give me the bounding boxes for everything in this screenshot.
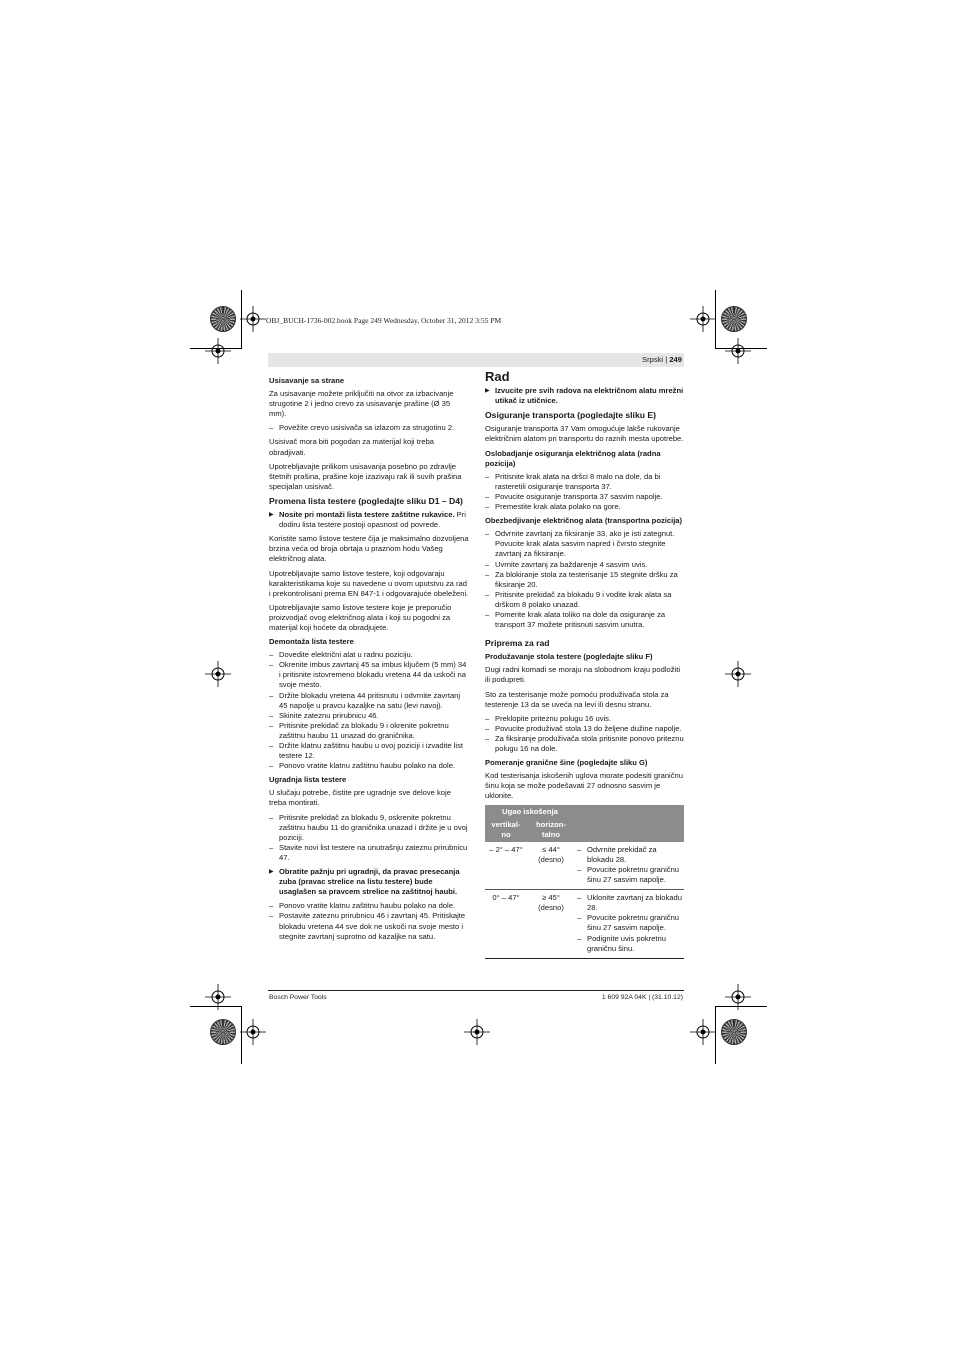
bevel-angle-table — [485, 805, 684, 958]
list-item: – Stavite novi list testere na unutrašnju zateznu prirubnicu 47. — [269, 843, 469, 863]
list-item: – Preklopite priteznu polugu 16 uvis. — [485, 714, 684, 724]
registration-mark-icon — [725, 984, 751, 1010]
change-blade-warning: ▶ Nosite pri montaži lista testere zaštitne rukavice. Pri dodiru lista testere postoji opasnost od povrede. — [269, 510, 466, 530]
mount-paragraph-1: U slučaju potrebe, čistite pre ugradnje sve delove koje treba montirati. — [269, 788, 451, 808]
transport-title: Osiguranje transporta (pogledajte sliku E) — [485, 410, 656, 421]
list-item: – Odvrnite zavrtanj za fiksiranje 33, ako je isti zategnut. Povucite krak alata sasvim napred i čvrsto stegnite zavrtanj za fiksiranje. — [485, 529, 684, 559]
release-title: Oslobadjanje osiguranja električnog alata (radna pozicija) — [485, 448, 661, 468]
footer-right: 1 609 92A 04K | (31.10.12) — [601, 994, 683, 1001]
registration-mark-icon — [690, 306, 716, 332]
registration-mark-icon — [205, 338, 231, 364]
list-item: – Pritisnite krak alata na dršci 8 malo na dole, da bi rasteretili osiguranje transporta 37. — [485, 472, 684, 492]
dismount-list — [269, 650, 469, 771]
registration-mark-icon — [725, 661, 751, 687]
triangle-right-icon: ▶ — [485, 388, 490, 395]
extend-paragraph-1: Dugi radni komadi se moraju na slobodnom kraju podložiti ili poduprеti. — [485, 665, 681, 685]
footer-rule — [268, 990, 684, 991]
registration-mark-icon — [240, 1019, 266, 1045]
list-item: – Pritisnite prekidač za blokadu 9 i vodite krak alata sa drškom 8 polako unazad. — [485, 590, 684, 610]
table-cell-actions — [575, 842, 684, 890]
list-item: – Okrenite imbus zavrtanj 45 sa imbus ključem (5 mm) 34 i pritisnite istovremeno blokadu vretena 44 da uskoči na svoje mesto. — [269, 660, 469, 690]
transport-paragraph: Osiguranje transporta 37 Vam omogućuje lakše rukovanje električnim alatom pri transportu do raznih mesta upotrebe. — [485, 424, 684, 444]
registration-mark-icon — [725, 338, 751, 364]
triangle-right-icon: ▶ — [269, 512, 274, 519]
table-cell-vertical: – 2° – 47° — [485, 842, 527, 890]
rad-warning: ▶ Izvucite pre svih radova na električnom alatu mrežni utikač iz utičnice. — [485, 386, 684, 406]
list-item: – Ponovo vratite klatnu zaštitnu haubu polako na dole. — [269, 901, 469, 911]
page-number: 249 — [669, 355, 682, 364]
list-item: – Povežite crevo usisivača sa izlazom za strugotinu 2. — [269, 423, 469, 433]
secure-list — [485, 529, 684, 630]
mount-list-a — [269, 813, 469, 863]
rail-title: Pomeranje granične šine (pogledajte sliku G) — [485, 758, 648, 768]
table-head-horizontal: horizon-talno — [527, 818, 575, 842]
rail-paragraph: Kod testerisanja iskošenih uglova morate podesiti graničnu šinu koja se može podešavati 27 odnosno sasvim je uklonite. — [485, 771, 683, 801]
registration-mark-icon — [205, 661, 231, 687]
release-list — [485, 472, 684, 512]
footer-left: Bosch Power Tools — [269, 994, 327, 1001]
mount-title: Ugradnja lista testere — [269, 775, 347, 785]
suction-paragraph-3: Upotrebljavajte prilikom usisavanja posebno po zdravlje štetnih prašina, prašine koje izazivaju rak ili suvih prašina specijalan usisivač. — [269, 461, 462, 491]
extend-list — [485, 714, 684, 754]
color-target-icon — [721, 1019, 747, 1045]
registration-mark-icon — [690, 1019, 716, 1045]
list-item: – Pritisnite prekidač za blokadu 9, oskrenite pokretnu zaštitnu haubu 11 do graničnika unazad i držite je u ovoj poziciji. — [269, 813, 469, 843]
list-item: – Povucite produživač stola 13 do željene dužine napolje. — [485, 724, 684, 734]
preparation-title: Priprema za rad — [485, 638, 550, 649]
list-item: – Skinite zateznu prirubnicu 46. — [269, 711, 469, 721]
change-paragraph-3: Upotrebljavajte samo listove testere koje je preporučio proizvodjač ovog električnog alata i koji su pogodni za materijal koji hoćete da obradjujete. — [269, 602, 452, 632]
list-item: – Za fiksiranje produživača stola pritisnite ponovo priteznu polugu 16 na dole. — [485, 734, 684, 754]
registration-mark-icon — [240, 306, 266, 332]
list-item: – Povucite pokretnu graničnu šinu 27 sasvim napolje. — [577, 913, 682, 933]
list-item: – Držite blokadu vretena 44 pritisnutu i odvrnite zavrtanj 45 napolje u pravcu kazaljke na satu (levi navoj). — [269, 691, 469, 711]
right-column — [485, 369, 684, 959]
suction-title: Usisavanje sa strane — [269, 376, 345, 385]
list-item: – Postavite zateznu prirubnicu 46 i zavrtanj 45. Pritiskajte blokadu vretena 44 sve dok ne uskoči na svoje mesto i stegnite zavrtanj suprotno od kazaljke na satu. — [269, 911, 469, 941]
change-paragraph-1: Koristite samo listove testere čija je maksimalno dozvoljena brzina veća od broja obrtaja u praznom hodu Vašeg električnog alata. — [269, 534, 469, 564]
registration-mark-icon — [464, 1019, 490, 1045]
list-item: – Premestite krak alata polako na gore. — [485, 502, 684, 512]
table-row — [485, 842, 684, 890]
file-info-line: OBJ_BUCH-1736-002.book Page 249 Wednesday, October 31, 2012 3:55 PM — [266, 316, 502, 325]
rad-title: Rad — [485, 369, 510, 384]
list-item: – Podignite uvis pokretnu graničnu šinu. — [577, 934, 682, 954]
triangle-right-icon: ▶ — [269, 869, 274, 876]
list-item: – Povucite pokretnu graničnu šinu 27 sasvim napolje. — [577, 865, 682, 885]
change-blade-title: Promena lista testere (pogledajte sliku D1 – D4) — [269, 495, 463, 506]
list-item: – Ponovo vratite klatnu zaštitnu haubu polako na dole. — [269, 761, 469, 771]
mount-warning: ▶ Obratite pažnju pri ugradnji, da pravac presecanja zuba (pravac strelice na listu testere) bude usaglašen sa pravcem strelice na zaštitnoj haubi. — [269, 867, 460, 897]
dismount-title: Demontaža lista testere — [269, 637, 354, 647]
table-head-vertical: vertikal-no — [485, 818, 527, 842]
left-column — [269, 372, 469, 946]
registration-mark-icon — [205, 984, 231, 1010]
list-item: – Pritisnite prekidač za blokadu 9 i okrenite pokretnu zaštitnu haubu 11 unazad do graničnika. — [269, 721, 469, 741]
table-cell-horizontal: ≤ 44° (desno) — [527, 842, 575, 890]
list-item: – Pomerite krak alata toliko na dole da osiguranje za transport 37 možete pritisnuti sasvim unutra. — [485, 610, 684, 630]
table-head-group: Ugao iskošenja — [485, 805, 575, 817]
table-row — [485, 890, 684, 959]
table-cell-vertical: 0° – 47° — [485, 890, 527, 959]
mount-list-b — [269, 901, 469, 941]
language-label: Srpski — [642, 355, 664, 364]
list-item: – Povucite osiguranje transporta 37 sasvim napolje. — [485, 492, 684, 502]
extend-title: Produžavanje stola testere (pogledajte sliku F) — [485, 652, 653, 662]
list-item: – Za blokiranje stola za testerisanje 15 stegnite dršku za fiksiranje 20. — [485, 570, 684, 590]
change-paragraph-2: Upotrebljavajte samo listove testere, koji odgovaraju karakteristikama koje su navedene u ovom uputstvu za rad i prekontrolisani prema EN 847-1 i odgovarajuće obeleženi. — [269, 568, 469, 598]
table-cell-actions — [575, 890, 684, 959]
table-cell-horizontal: ≥ 45° (desno) — [527, 890, 575, 959]
list-item: – Uvrnite zavrtanj za baždarenje 4 sasvim uvis. — [485, 560, 684, 570]
list-item: – Dovedite električni alat u radnu poziciju. — [269, 650, 469, 660]
color-target-icon — [721, 306, 747, 332]
extend-paragraph-2: Sto za testerisanje može pomoću produživača stola za testerenje 13 da se uveća na levi ili desnu stranu. — [485, 689, 669, 709]
color-target-icon — [210, 1019, 236, 1045]
list-item: – Odvrnite prekidač za blokadu 28. — [577, 845, 682, 865]
suction-paragraph-2: Usisivač mora biti pogodan za materijal koji treba obradjivati. — [269, 437, 435, 457]
suction-list — [269, 423, 469, 433]
suction-paragraph-1: Za usisavanje možete priključiti na otvor za izbacivanje strugotine 2 i jedno crevo za usisavanje prašine (Ø 35 mm). — [269, 389, 454, 419]
list-item: – Uklonite zavrtanj za blokadu 28. — [577, 893, 682, 913]
page-header-label: Srpski | 249 — [642, 355, 682, 364]
color-target-icon — [210, 306, 236, 332]
secure-title: Obezbedjivanje električnog alata (transportna pozicija) — [485, 516, 683, 526]
list-item: – Držite klatnu zaštitnu haubu u ovoj poziciji i izvadite list testere 12. — [269, 741, 469, 761]
